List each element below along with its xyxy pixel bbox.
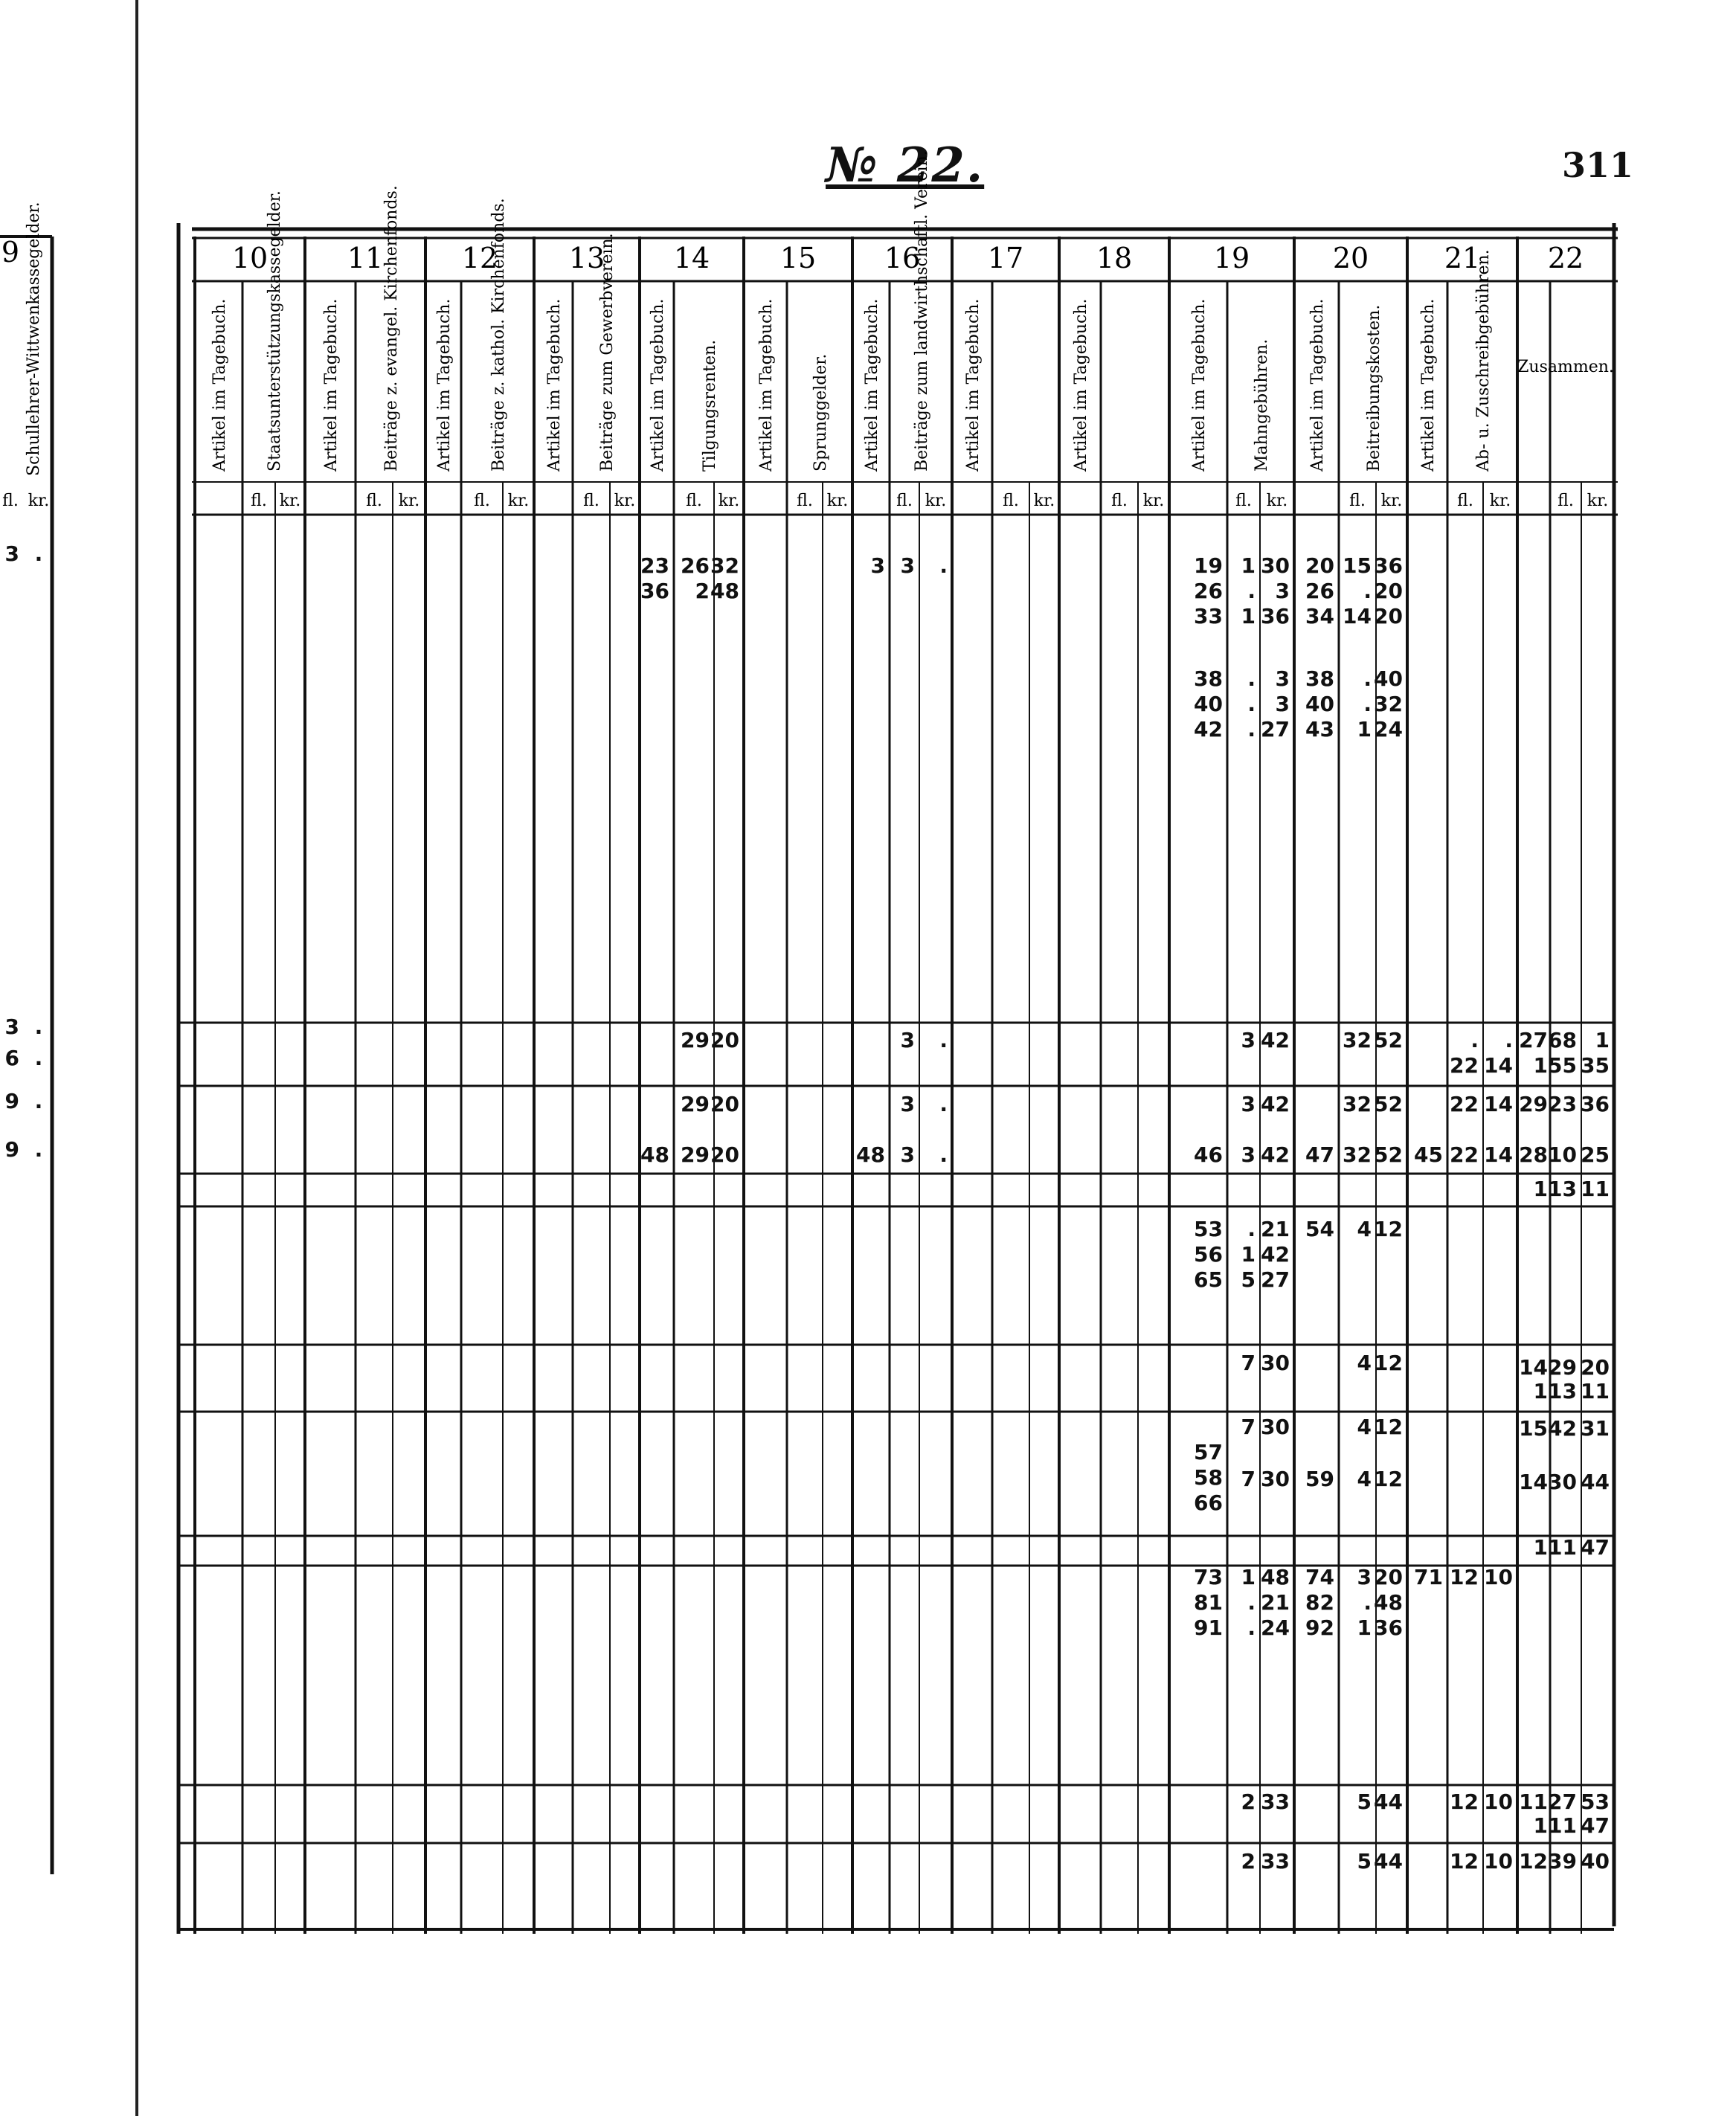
cell-value: 1 (1241, 1565, 1256, 1589)
unit-fl: fl. (896, 492, 913, 510)
cell-value: 91 (1194, 1615, 1223, 1640)
cell-value: 36 (640, 579, 669, 603)
cell-value: 32 (1343, 1092, 1372, 1116)
unit-kr: kr. (1380, 492, 1403, 510)
cell-value: 5 (1241, 1267, 1256, 1292)
cell-value: . (939, 1028, 948, 1052)
cell-value: 20 (1374, 1565, 1403, 1589)
cell-value: 43 (1305, 717, 1334, 742)
column-number: 13 (568, 242, 605, 274)
cell-value: 47 (1581, 1535, 1610, 1560)
cell-value: 44 (1374, 1789, 1403, 1814)
unit-kr: kr. (1033, 492, 1055, 510)
cell-value: 74 (1305, 1565, 1334, 1589)
cell-value: 1239 (1519, 1849, 1577, 1874)
cell-value: 111 (1533, 1813, 1577, 1838)
unit-fl: fl. (686, 492, 702, 510)
unit-fl: fl. (251, 492, 267, 510)
cell-value: 2 (695, 579, 710, 603)
cell-value: . (1247, 666, 1256, 691)
cell-value: 1127 (1519, 1789, 1577, 1814)
column-number: 10 (231, 242, 269, 274)
cell-value: 26 (1305, 579, 1334, 603)
cell-value: 10 (1484, 1849, 1513, 1874)
column-header: Beitreibungskosten. (1365, 304, 1383, 472)
cell-value: 73 (1194, 1565, 1223, 1589)
cell-value: 12 (1450, 1849, 1479, 1874)
cell-value: 66 (1194, 1490, 1223, 1515)
cell-value: 4 (1357, 1415, 1372, 1439)
unit-kr: kr. (925, 492, 947, 510)
cell-value: 4 (1357, 1467, 1372, 1491)
fragment-value: . (34, 1137, 43, 1162)
cell-value: 22 (1450, 1092, 1479, 1116)
cell-value: . (1505, 1028, 1513, 1052)
cell-value: 3 (1275, 579, 1290, 603)
cell-value: 1 (1357, 1615, 1372, 1640)
cell-value: 3 (1275, 692, 1290, 716)
cell-value: 71 (1414, 1565, 1443, 1589)
artikel-header: Artikel im Tagebuch. (863, 298, 881, 472)
column-header: Mahngebühren. (1253, 338, 1271, 472)
cell-value: 20 (1374, 579, 1403, 603)
column-header: Beiträge z. kathol. Kirchenfonds. (489, 198, 508, 472)
cell-value: 1 (1241, 553, 1256, 578)
cell-value: 11 (1581, 1177, 1610, 1201)
unit-fl: fl. (1349, 492, 1366, 510)
cell-value: 19 (1194, 553, 1223, 578)
unit-fl: fl. (1457, 492, 1473, 510)
cell-value: 1 (1241, 604, 1256, 628)
unit-kr: kr. (826, 492, 849, 510)
cell-value: 12 (1374, 1351, 1403, 1375)
cell-value: 52 (1374, 1028, 1403, 1052)
cell-value: 12 (1450, 1789, 1479, 1814)
cell-value: 20 (710, 1092, 739, 1116)
cell-value: . (1363, 666, 1372, 691)
cell-value: 52 (1374, 1142, 1403, 1167)
column-header: Beiträge zum landwirthschaftl. Verein. (913, 150, 931, 472)
artikel-header: Artikel im Tagebuch. (757, 298, 776, 472)
cell-value: 48 (710, 579, 739, 603)
cell-value: 14 (1484, 1142, 1513, 1167)
cell-value: 3 (1241, 1142, 1256, 1167)
column-header: Ab- u. Zuschreibgebühren. (1474, 249, 1493, 472)
cell-value: 45 (1414, 1142, 1443, 1167)
cell-value: 40 (1305, 692, 1334, 716)
cell-value: 3 (1241, 1092, 1256, 1116)
cell-value: . (1247, 1590, 1256, 1615)
page-number: 311 (1562, 145, 1634, 185)
cell-value: 5 (1357, 1789, 1372, 1814)
unit-fl: fl. (1557, 492, 1574, 510)
cell-value: 3 (1357, 1565, 1372, 1589)
column-header: Zusammen. (1517, 358, 1614, 376)
cell-value: 56 (1194, 1242, 1223, 1267)
table-rules (0, 223, 1618, 1934)
artikel-header: Artikel im Tagebuch. (545, 298, 564, 472)
cell-value: 58 (1194, 1465, 1223, 1490)
column-number: 19 (1213, 242, 1250, 274)
cell-value: 53 (1194, 1217, 1223, 1241)
cell-value: 48 (640, 1142, 669, 1167)
unit-fl: fl. (366, 492, 382, 510)
cell-value: 36 (1261, 604, 1290, 628)
cell-value: 7 (1241, 1415, 1256, 1439)
cell-value: 21 (1261, 1217, 1290, 1241)
cell-value: 42 (1261, 1092, 1290, 1116)
cell-value: 30 (1261, 553, 1290, 578)
cell-value: 42 (1261, 1142, 1290, 1167)
cell-value: 36 (1581, 1092, 1610, 1116)
artikel-header: Artikel im Tagebuch. (1308, 298, 1327, 472)
unit-fl: fl. (797, 492, 813, 510)
cell-value: 32 (1374, 692, 1403, 716)
cell-value: 113 (1533, 1379, 1577, 1403)
cell-value: 7 (1241, 1351, 1256, 1375)
cell-value: 24 (1374, 717, 1403, 742)
cell-value: 36 (1374, 553, 1403, 578)
cell-value: 81 (1194, 1590, 1223, 1615)
cell-value: 1 (1595, 1028, 1610, 1052)
cell-value: 10 (1484, 1565, 1513, 1589)
cell-value: 3 (900, 553, 915, 578)
artikel-header: Artikel im Tagebuch. (435, 298, 454, 472)
cell-value: . (1363, 579, 1372, 603)
cell-value: 2 (1241, 1789, 1256, 1814)
artikel-header: Artikel im Tagebuch. (1190, 298, 1209, 472)
cell-value: 24 (1261, 1615, 1290, 1640)
artikel-header: Artikel im Tagebuch. (964, 298, 983, 472)
unit-fl: fl. (1111, 492, 1128, 510)
page-title: № 22. (826, 138, 985, 193)
cell-value: 42 (1194, 717, 1223, 742)
cell-value: 42 (1261, 1242, 1290, 1267)
column-number: 11 (347, 242, 384, 274)
column-header: Sprunggelder. (811, 353, 830, 472)
cell-value: 21 (1261, 1590, 1290, 1615)
cell-value: 2923 (1519, 1092, 1577, 1116)
cell-value: 23 (640, 553, 669, 578)
cell-value: 7 (1241, 1467, 1256, 1491)
cell-value: 3 (900, 1092, 915, 1116)
cell-value: 5 (1357, 1849, 1372, 1874)
cell-value: 2 (1241, 1849, 1256, 1874)
column-header: Beiträge zum Gewerbverein. (598, 233, 617, 472)
cell-value: 155 (1533, 1053, 1577, 1078)
cell-value: 92 (1305, 1615, 1334, 1640)
cell-value: 65 (1194, 1267, 1223, 1292)
cell-value: . (1247, 717, 1256, 742)
cell-value: 111 (1533, 1535, 1577, 1560)
fragment-value: . (34, 541, 43, 566)
fragment-header: Schullehrer-Wittwenkassegelder. (25, 202, 43, 476)
cell-value: 35 (1581, 1053, 1610, 1078)
cell-value: 32 (1343, 1028, 1372, 1052)
column-number: 22 (1547, 242, 1584, 274)
cell-value: . (1247, 579, 1256, 603)
cell-value: 3 (1275, 666, 1290, 691)
unit-kr: kr. (1142, 492, 1165, 510)
column-number: 15 (779, 242, 817, 274)
column-number: 20 (1332, 242, 1369, 274)
cell-value: 40 (1194, 692, 1223, 716)
cell-value: . (1247, 1217, 1256, 1241)
column-number: 16 (884, 242, 921, 274)
cell-value: 33 (1261, 1849, 1290, 1874)
cell-value: 38 (1194, 666, 1223, 691)
unit-kr: kr. (1586, 492, 1609, 510)
fragment-col-number: 9 (1, 236, 20, 268)
cell-value: 20 (710, 1028, 739, 1052)
cell-value: 4 (1357, 1351, 1372, 1375)
cell-value: 33 (1261, 1789, 1290, 1814)
artikel-header: Artikel im Tagebuch. (1419, 298, 1438, 472)
unit-kr: kr. (718, 492, 740, 510)
cell-value: 1430 (1519, 1470, 1577, 1494)
cell-value: 12 (1374, 1217, 1403, 1241)
column-number: 12 (461, 242, 498, 274)
cell-value: 82 (1305, 1590, 1334, 1615)
cell-value: 30 (1261, 1351, 1290, 1375)
column-header: Staatsunterstützungskassegelder. (266, 190, 284, 472)
table-headers (25, 150, 1614, 510)
fragment-value: . (34, 1089, 43, 1113)
unit-kr: kr. (1489, 492, 1511, 510)
cell-value: 47 (1581, 1813, 1610, 1838)
fragment-value: . (34, 1014, 43, 1039)
cell-value: 26 (1194, 579, 1223, 603)
cell-value: 2810 (1519, 1142, 1577, 1167)
cell-value: 14 (1484, 1092, 1513, 1116)
cell-value: 14 (1343, 604, 1372, 628)
cell-value: 25 (1581, 1142, 1610, 1167)
cell-value: 3 (870, 553, 885, 578)
column-number: 14 (673, 242, 710, 274)
cell-value: 12 (1450, 1565, 1479, 1589)
cell-value: 1429 (1519, 1355, 1577, 1380)
cell-value: 42 (1261, 1028, 1290, 1052)
column-number: 21 (1444, 242, 1481, 274)
cell-value: 48 (856, 1142, 885, 1167)
cell-value: 12 (1374, 1415, 1403, 1439)
cell-value: 27 (1261, 1267, 1290, 1292)
cell-value: 3 (900, 1028, 915, 1052)
cell-value: 1 (1357, 717, 1372, 742)
cell-value: 26 (681, 553, 710, 578)
cell-value: 2768 (1519, 1028, 1577, 1052)
unit-fl: fl. (474, 492, 490, 510)
cell-value: 53 (1581, 1789, 1610, 1814)
cell-value: 52 (1374, 1092, 1403, 1116)
cell-value: . (1363, 692, 1372, 716)
cell-value: 31 (1581, 1416, 1610, 1441)
cell-value: 20 (710, 1142, 739, 1167)
cell-value: 15 (1343, 553, 1372, 578)
column-header: Tilgungsrenten. (701, 339, 719, 472)
cell-value: 29 (681, 1028, 710, 1052)
cell-value: 113 (1533, 1177, 1577, 1201)
column-number: 17 (987, 242, 1024, 274)
cell-value: 22 (1450, 1142, 1479, 1167)
cell-value: 20 (1305, 553, 1334, 578)
cell-value: 22 (1450, 1053, 1479, 1078)
fragment-value: 9 (4, 1089, 19, 1113)
unit-kr: kr. (614, 492, 636, 510)
cell-value: . (939, 1142, 948, 1167)
cell-value: 10 (1484, 1789, 1513, 1814)
cell-value: 14 (1484, 1053, 1513, 1078)
unit-fl: fl. (1235, 492, 1252, 510)
cell-value: 48 (1374, 1590, 1403, 1615)
fragment-value: 6 (4, 1046, 19, 1070)
cell-value: 27 (1261, 717, 1290, 742)
cell-value: 29 (681, 1092, 710, 1116)
artikel-header: Artikel im Tagebuch. (1072, 298, 1090, 472)
cell-value: . (1247, 1615, 1256, 1640)
fragment-unit-kr: kr. (28, 492, 50, 510)
unit-kr: kr. (507, 492, 530, 510)
cell-value: 30 (1261, 1415, 1290, 1439)
cell-value: 40 (1374, 666, 1403, 691)
unit-kr: kr. (279, 492, 301, 510)
cell-value: 1542 (1519, 1416, 1577, 1441)
cell-value: 54 (1305, 1217, 1334, 1241)
cell-value: 33 (1194, 604, 1223, 628)
cell-value: 44 (1581, 1470, 1610, 1494)
cell-value: 11 (1581, 1379, 1610, 1403)
unit-kr: kr. (1266, 492, 1288, 510)
cell-value: 44 (1374, 1849, 1403, 1874)
fragment-value: 3 (4, 1014, 19, 1039)
artikel-header: Artikel im Tagebuch. (210, 298, 229, 472)
cell-value: 32 (710, 553, 739, 578)
unit-fl: fl. (583, 492, 599, 510)
unit-fl: fl. (1003, 492, 1019, 510)
cell-value: 48 (1261, 1565, 1290, 1589)
cell-value: 36 (1374, 1615, 1403, 1640)
cell-value: 20 (1581, 1355, 1610, 1380)
cell-value: 3 (900, 1142, 915, 1167)
cell-value: 46 (1194, 1142, 1223, 1167)
cell-value: 40 (1581, 1849, 1610, 1874)
cell-value: 12 (1374, 1467, 1403, 1491)
cell-value: 32 (1343, 1142, 1372, 1167)
cell-value: 1 (1241, 1242, 1256, 1267)
cell-value: 38 (1305, 666, 1334, 691)
column-header: Beiträge z. evangel. Kirchenfonds. (382, 185, 401, 472)
fragment-value: . (34, 1046, 43, 1070)
cell-value: . (939, 553, 948, 578)
fragment-unit-fl: fl. (2, 492, 19, 510)
unit-kr: kr. (398, 492, 420, 510)
cell-value: . (1247, 692, 1256, 716)
fragment-value: 9 (4, 1137, 19, 1162)
cell-value: 4 (1357, 1217, 1372, 1241)
artikel-header: Artikel im Tagebuch. (322, 298, 341, 472)
fragment-value: 3 (4, 541, 19, 566)
cell-value: . (1470, 1028, 1479, 1052)
cell-value: 29 (681, 1142, 710, 1167)
cell-value: . (939, 1092, 948, 1116)
column-number: 18 (1096, 242, 1133, 274)
artikel-header: Artikel im Tagebuch. (649, 298, 667, 472)
cell-value: 34 (1305, 604, 1334, 628)
cell-value: 57 (1194, 1440, 1223, 1464)
cell-value: 59 (1305, 1467, 1334, 1491)
cell-value: 47 (1305, 1142, 1334, 1167)
cell-value: 30 (1261, 1467, 1290, 1491)
cell-value: 20 (1374, 604, 1403, 628)
cell-value: 3 (1241, 1028, 1256, 1052)
cell-value: . (1363, 1590, 1372, 1615)
